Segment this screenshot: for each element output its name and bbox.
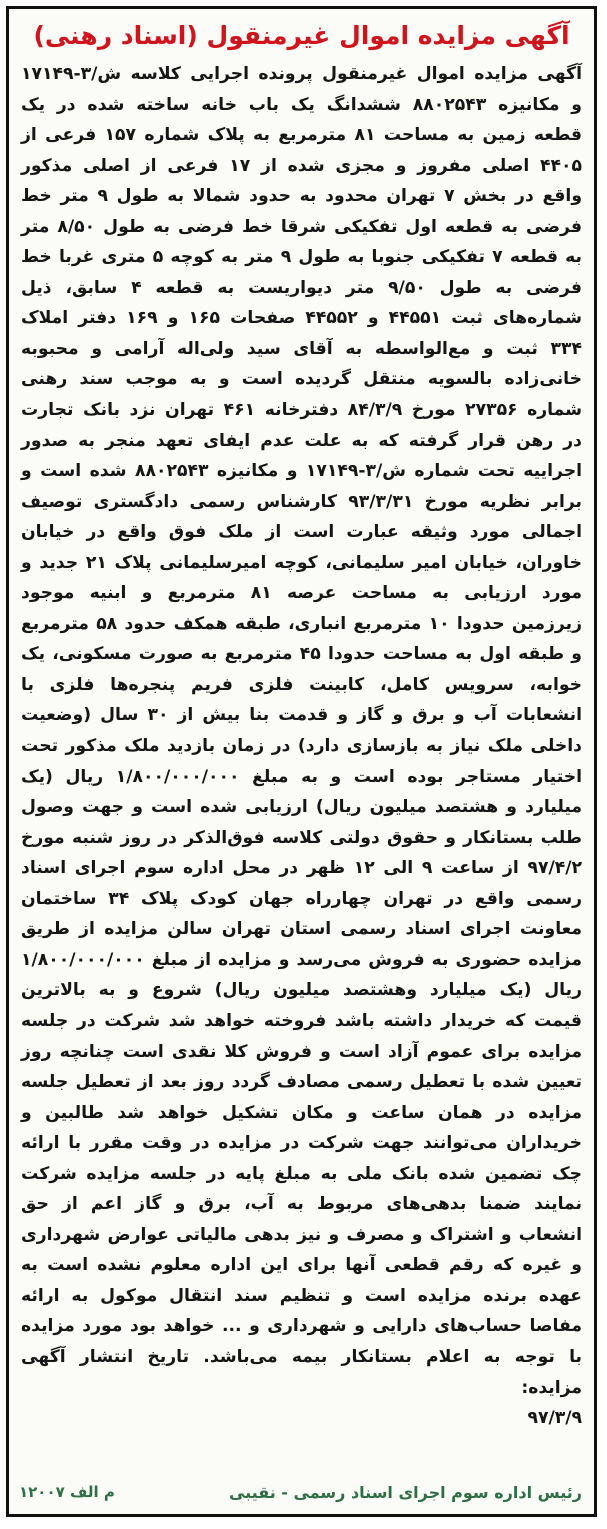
notice-title: آگهی مزایده اموال غیرمنقول (اسناد رهنی) <box>33 21 570 50</box>
notice-frame <box>6 6 597 1517</box>
notice-footer <box>19 1476 582 1508</box>
signature-line: رئیس اداره سوم اجرای اسناد رسمی - نقیبی <box>228 1482 582 1502</box>
publish-date: ۹۷/۳/۹ <box>527 1408 582 1429</box>
notice-body <box>21 59 582 1403</box>
notice-body-paragraph: آگهی مزایده اموال غیرمنقول پرونده اجرایی کلاسه ش/۳-۱۷۱۴۹ و مکانیزه ۸۸۰۲۵۴۳ ششدانگ یک باب خانه ساخته شده در یک قطعه زمین به مساحت ۸۱ مترمربع به پلاک شماره ۱۵۷ فرعی از ۴۴۰۵ اصلی مفروز و مجزی شده از ۱۷ فرعی از اصلی مذکور واقع در بخش ۷ تهران محدود به حدود شمالا به طول ۹ متر خط فرضی به قطعه اول تفکیکی شرقا خط فرضی به طول ۸/۵۰ متر به قطعه ۷ تفکیکی جنوبا به طول ۹ متر به کوچه ۵ متری غربا خط فرضی به طول ۹/۵۰ متر دیواریست به قطعه ۴ سابق، ذیل شماره‌های ثبت ۴۴۵۵۱ و ۴۴۵۵۲ صفحات ۱۶۵ و ۱۶۹ دفتر املاک ۳۳۴ ثبت و مع‌الواسطه به آقای سید ولی‌اله آرامی و محبوبه خانی‌زاده بالسویه منتقل گردیده است و به موجب سند رهنی شماره ۲۷۳۵۶ مورخ ۸۴/۳/۹ دفترخانه ۴۶۱ تهران نزد بانک تجارت در رهن قرار گرفته که به علت عدم ایفای تعهد منجر به صدور اجراییه تحت شماره ش/۳-۱۷۱۴۹ و مکانیزه ۸۸۰۲۵۴۳ شده است و برابر نظریه مورخ ۹۳/۳/۳۱ کارشناس رسمی دادگستری توصیف اجمالی مورد وثیقه عبارت است از ملک فوق واقع در خیابان خاوران، خیابان امیر سلیمانی، کوچه امیرسلیمانی پلاک ۲۱ جدید و مورد ارزیابی به مساحت عرصه ۸۱ مترمربع و ابنیه موجود زیرزمین حدودا ۱۰ مترمربع انباری، طبقه همکف حدود ۵۸ مترمربع و طبقه اول به مساحت حدودا ۴۵ مترمربع به صورت مسکونی، یک خوابه، سرویس کامل، کابینت فلزی فریم پنجره‌ها فلزی با انشعابات آب و برق و گاز و قدمت بنا بیش از ۳۰ سال (وضعیت داخلی ملک نیاز به بازسازی دارد) در زمان بازدید ملک مذکور تحت اختیار مستاجر بوده است و به مبلغ ۱/۸۰۰/۰۰۰/۰۰۰ ریال (یک میلیارد و هشتصد میلیون ریال) ارزیابی شده است و جهت وصول طلب بستانکار و حقوق دولتی کلاسه فوق‌الذکر در روز شنبه مورخ ۹۷/۴/۲ از ساعت ۹ الی ۱۲ ظهر در محل اداره سوم اجرای اسناد رسمی واقع در تهران چهارراه جهان کودک پلاک ۳۴ ساختمان معاونت اجرای اسناد رسمی استان تهران سالن مزایده از طریق مزایده حضوری به فروش می‌رسد و مزایده از مبلغ ۱/۸۰۰/۰۰۰/۰۰۰ ریال (یک میلیارد وهشتصد میلیون ریال) شروع و به بالاترین قیمت که خریدار داشته باشد فروخته خواهد شد شرکت در جلسه مزایده برای عموم آزاد است و فروش کلا نقدی است چنانچه روز تعیین شده با تعطیل رسمی مصادف گردد روز بعد از تعطیل جلسه مزایده در همان ساعت و مکان تشکیل خواهد شد طالبین و خریداران می‌توانند جهت شرکت در مزایده در وقت مقرر با ارائه چک تضمین شده بانک ملی به مبلغ پایه در جلسه مزایده شرکت نمایند ضمنا بدهی‌های مربوط به آب، برق و گاز اعم از حق انشعاب و اشتراک و مصرف و نیز بدهی مالیاتی عوارض شهرداری و غیره که رقم قطعی آنها برای این اداره معلوم نشده است به عهده برنده مزایده است و تنظیم سند انتقال موکول به ارائه مفاصا حساب‌های دارایی و شهرداری و ... خواهد بود مورد مزایده با توجه به اعلام بستانکار بیمه می‌باشد. تاریخ انتشار آگهی مزایده: <box>21 64 583 1398</box>
notice-code: م الف ۱۲۰۰۷ <box>19 1483 115 1501</box>
